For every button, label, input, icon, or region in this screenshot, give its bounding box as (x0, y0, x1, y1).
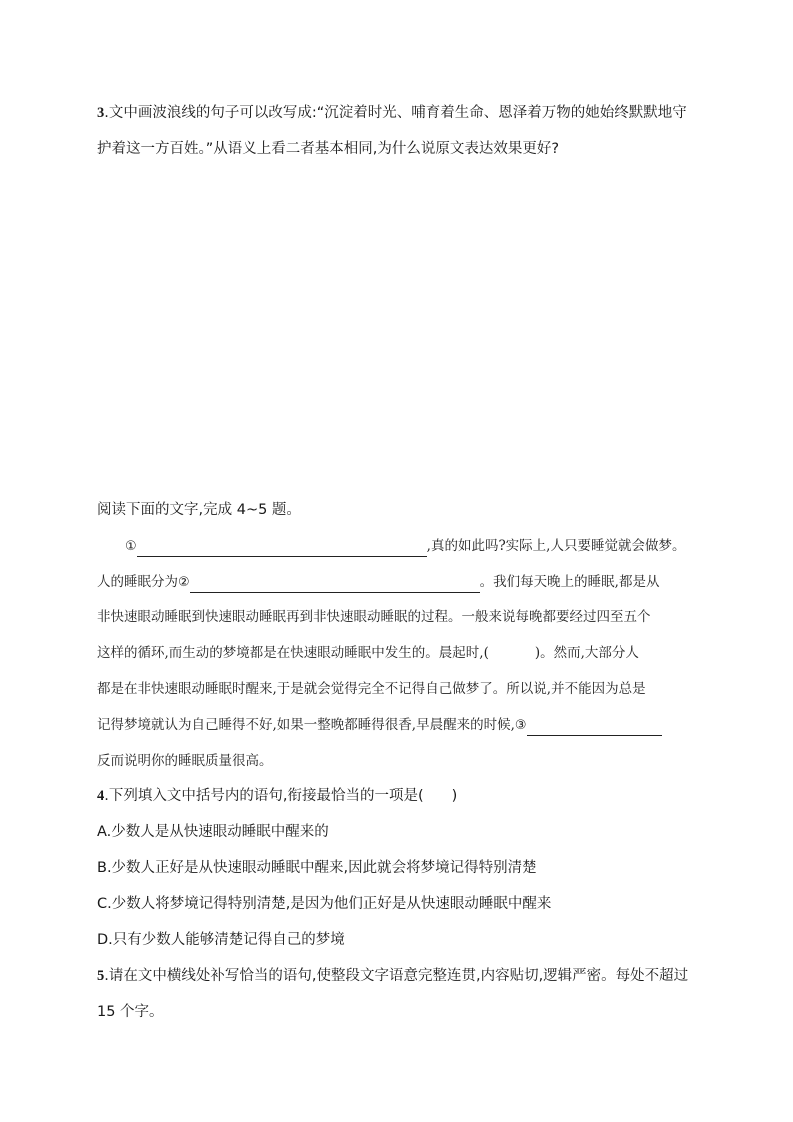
reading-intro: 阅读下面的文字,完成 4~5 题。 (97, 502, 301, 518)
blank-2[interactable] (190, 576, 480, 593)
q4-option-b[interactable]: B.少数人正好是从快速眼动睡眠中醒来,因此就会将梦境记得特别清楚 (97, 860, 537, 876)
blank-1-marker: ① (125, 539, 137, 554)
q5-number: 5 (97, 968, 105, 984)
q4-stem (97, 786, 457, 806)
blank-1[interactable] (137, 540, 427, 557)
passage-line-7: 反而说明你的睡眠质量很高。 (97, 753, 273, 769)
passage-line-2 (97, 572, 659, 593)
passage-line-5: 都是在非快速眼动睡眠时醒来,于是就会觉得完全不记得自己做梦了。所以说,并不能因为总是 (97, 681, 646, 697)
passage-line-6 (97, 715, 662, 736)
blank-2-marker: ② (178, 575, 190, 590)
q3-number: 3 (97, 105, 105, 121)
passage-line-4-after: )。然而,大部分人 (534, 645, 639, 661)
passage-line-1-text: ,真的如此吗?实际上,人只要睡觉就会做梦。 (426, 538, 686, 554)
q4-option-c[interactable]: C.少数人将梦境记得特别清楚,是因为他们正好是从快速眼动睡眠中醒来 (97, 896, 552, 912)
q4-option-d[interactable]: D.只有少数人能够清楚记得自己的梦境 (97, 932, 345, 948)
q4-stem-close: ) (451, 788, 458, 804)
q5-text-1: .请在文中横线处补写恰当的语句,使整段文字语意完整连贯,内容贴切,逻辑严密。每处不超过 (104, 968, 689, 984)
passage-line-2-after: 。我们每天晚上的睡眠,都是从 (479, 574, 660, 590)
passage-line-3: 非快速眼动睡眠到快速眼动睡眠再到非快速眼动睡眠的过程。一般来说每晚都要经过四至五个 (97, 609, 651, 625)
blank-3[interactable] (527, 719, 662, 736)
blank-3-marker: ③ (514, 718, 527, 733)
q4-option-a[interactable]: A.少数人是从快速眼动睡眠中醒来的 (97, 824, 329, 840)
passage-line-1 (125, 536, 685, 557)
passage-line-2-before: 人的睡眠分为 (97, 574, 178, 590)
q4-number: 4 (97, 788, 105, 804)
q3-text-1: .文中画波浪线的句子可以改写成:“沉淀着时光、哺育着生命、恩泽着万物的她始终默默地守 (104, 105, 687, 121)
q3-line-1 (97, 103, 687, 123)
passage-line-4 (97, 643, 639, 663)
passage-line-6-before: 记得梦境就认为自己睡得不好,如果一整晚都睡得很香,早晨醒来的时候, (97, 717, 515, 733)
q4-stem-text: .下列填入文中括号内的语句,衔接最恰当的一项是( (104, 788, 424, 804)
q3-line-2: 护着这一方百姓。”从语义上看二者基本相同,为什么说原文表达效果更好? (97, 141, 560, 157)
passage-line-4-before: 这样的循环,而生动的梦境都是在快速眼动睡眠中发生的。晨起时,( (97, 645, 489, 661)
q5-line-2: 15 个字。 (97, 1004, 164, 1020)
q5-line-1 (97, 966, 688, 986)
